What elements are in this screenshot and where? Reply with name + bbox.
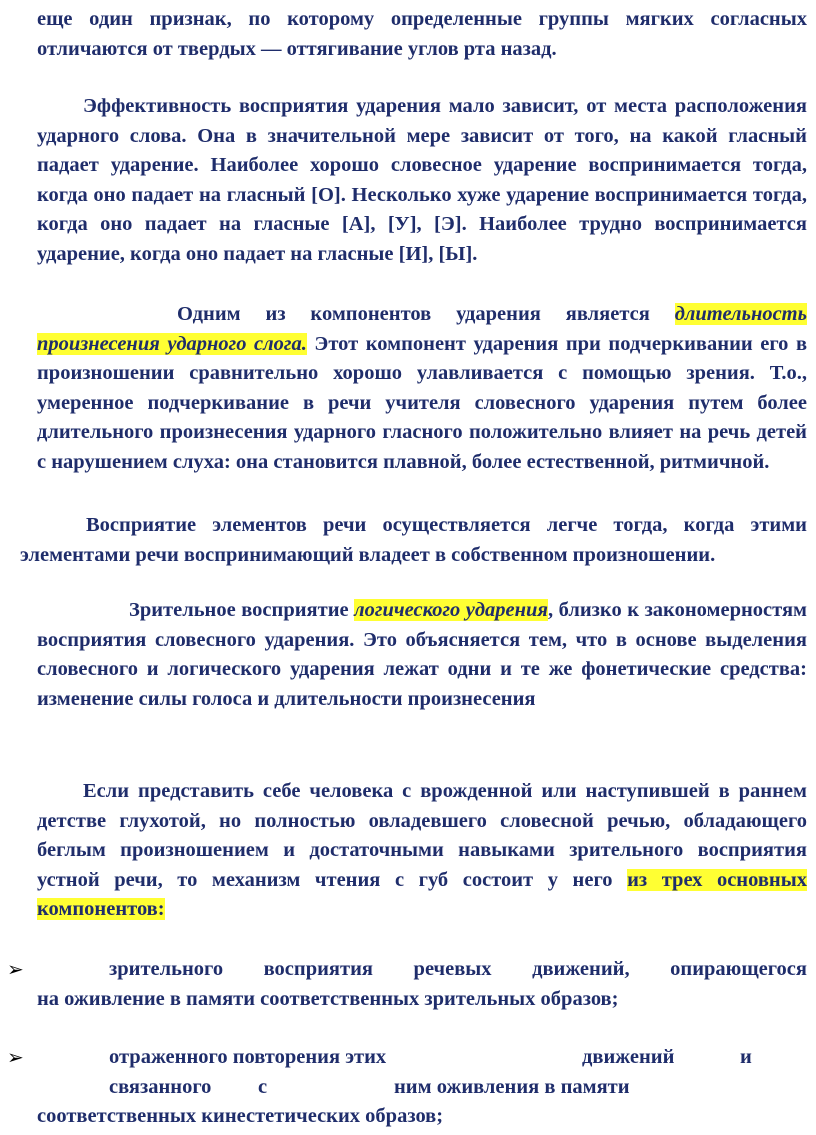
bullet-2-line-2b: с: [258, 1075, 268, 1098]
logical-rest: , близко к закономерностям восприятия словесного ударения. Это объясняется тем, что в основе выделения словесного и логического ударения лежат одни и те же фонетические средства: изменение силы голоса и длительности произнесения: [37, 599, 807, 710]
intro-line-1: еще один признак, по которому определенные группы мягких согласных: [37, 8, 807, 30]
bullet-1-text: [37, 955, 807, 1014]
bullet-2-line-3: соответственных кинестетических образов;: [37, 1105, 444, 1127]
perception-line-2: элементами речи воспринимающий владеет в собственном произношении.: [20, 543, 716, 566]
arrow-bullet-icon: ➢: [7, 1045, 24, 1069]
paragraph-logical-stress: [37, 596, 807, 714]
paragraph-intro: [37, 5, 807, 64]
effectiveness-text: Эффективность восприятия ударения мало зависит, от места расположения ударного слова. Она в значительной мере зависит от того, на какой гласный падает ударение. Наиболее хорошо словесное ударение воспринимается тогда, когда оно падает на гласный [О]. Несколько хуже ударение воспринимается тогда, когда оно падает на гласные [А], [У], [Э]. Наиболее трудно воспринимается ударение, когда оно падает на гласные [И], [Ы].: [37, 95, 807, 265]
bullet-1-line-2: на оживление в памяти соответственных зрительных образов;: [37, 987, 619, 1010]
perception-line-1: Восприятие элементов речи осуществляется легче тогда, когда этими: [86, 514, 807, 536]
logical-highlight: логического ударения: [354, 599, 548, 621]
bullet-2-line-1: [37, 1043, 807, 1073]
duration-highlight: длительность произнесения ударного слога.: [37, 303, 807, 355]
logical-lead: Зрительное восприятие: [129, 599, 349, 621]
lipreading-highlight: из трех основных компонентов:: [37, 868, 807, 920]
bullet-2-line-2: [37, 1073, 807, 1103]
lipreading-text: Если представить себе человека с врожденной или наступившей в раннем детстве глухотой, но полностью овладевшего словесной речью, обладающего беглым произношением и достаточными навыками зрительного восприятия устной речи, то механизм чтения с губ состоит у него: [37, 780, 807, 891]
duration-lead: Одним из компонентов ударения является: [177, 303, 650, 325]
bullet-2-line-2a: связанного: [109, 1075, 212, 1098]
duration-rest: Этот компонент ударения при подчеркивании его в произношении сравнительно хорошо улавливается с помощью зрения. Т.о., умеренное подчеркивание в речи учителя словесного ударения путем более длительного произнесения ударного гласного положительно влияет на речь детей с нарушением слуха: она становится плавной, более естественной, ритмичной.: [37, 332, 808, 473]
intro-line-2: отличаются от твердых — оттягивание углов рта назад.: [37, 37, 557, 60]
bullet-2-line-1c: и: [740, 1046, 752, 1068]
bullet-1-line-1: зрительного восприятия речевых движений, опирающегося: [109, 958, 807, 980]
bullet-2-text: [37, 1043, 807, 1132]
paragraph-effectiveness: [37, 92, 807, 269]
paragraph-perception: [20, 511, 807, 570]
bullet-2-line-1a: отраженного повторения этих: [109, 1046, 387, 1068]
paragraph-duration: [37, 300, 807, 477]
bullet-2-line-2c: ним оживления в памяти: [394, 1075, 630, 1098]
bullet-2-line-1b: движений: [582, 1046, 675, 1068]
arrow-bullet-icon: ➢: [7, 957, 24, 981]
paragraph-lipreading: [37, 777, 807, 925]
